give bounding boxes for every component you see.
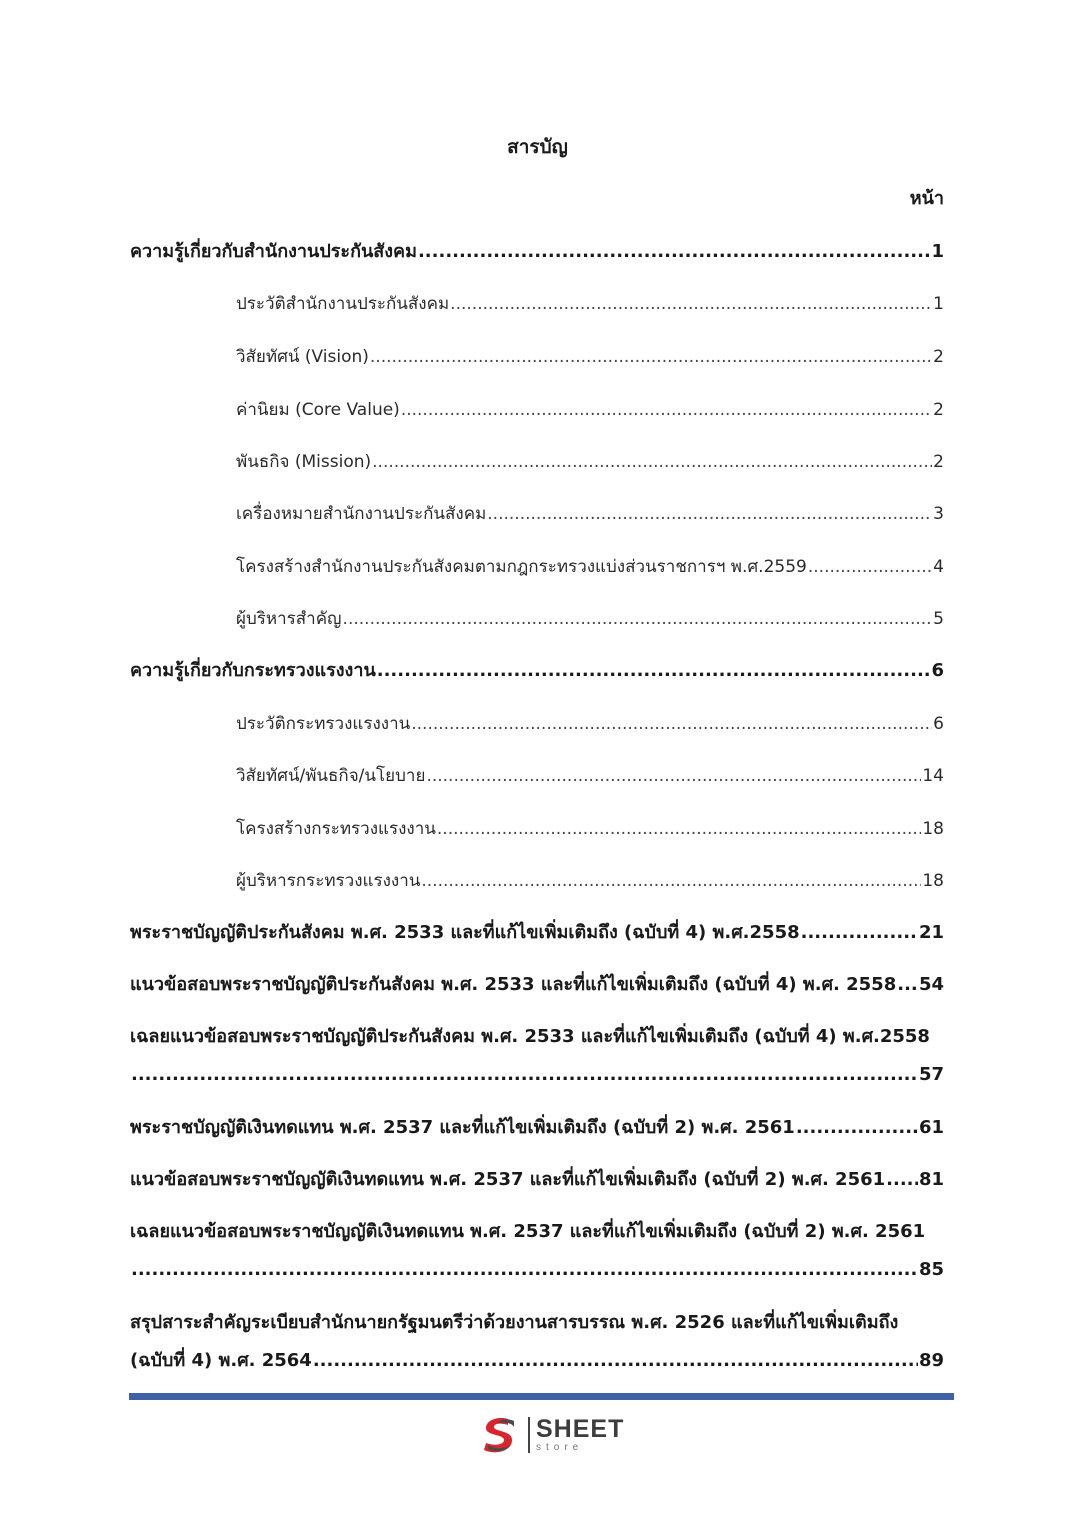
dot-leader (808, 554, 932, 580)
toc-entry-label[interactable]: สรุปสาระสำคัญระเบียบสำนักนายกรัฐมนตรีว่าด้วยงานสารบรรณ พ.ศ. 2526 และที่แก้ไขเพิ่มเติมถึง (130, 1312, 899, 1333)
dot-leader (801, 920, 918, 946)
toc-entry-label: ประวัติสำนักงานประกันสังคม (236, 294, 450, 314)
toc-entry[interactable] (130, 658, 944, 684)
toc-entry-page: 18 (922, 819, 944, 839)
dot-leader (437, 816, 921, 842)
toc-entry-label: ผู้บริหารกระทรวงแรงงาน (236, 871, 421, 891)
logo-wordmark (528, 1417, 624, 1453)
dot-leader (487, 501, 932, 527)
toc-entry-label: โครงสร้างกระทรวงแรงงาน (236, 819, 436, 839)
toc-entry[interactable] (236, 606, 944, 632)
toc-entry-page: 18 (922, 871, 944, 891)
toc-entry-label: ประวัติกระทรวงแรงงาน (236, 714, 411, 734)
toc-entry-leader-row[interactable] (130, 1062, 944, 1088)
dot-leader (886, 1167, 918, 1193)
dot-leader (411, 711, 932, 737)
footer-divider (129, 1393, 954, 1400)
toc-entry-page: 89 (918, 1350, 944, 1371)
toc-entry-page: 3 (933, 504, 944, 524)
toc-entry-page: 4 (933, 557, 944, 577)
dot-leader (421, 868, 921, 894)
dot-leader (377, 658, 931, 684)
toc-entry-label[interactable]: เฉลยแนวข้อสอบพระราชบัญญัติเงินทดแทน พ.ศ. 2537 และที่แก้ไขเพิ่มเติมถึง (ฉบับที่ 2) พ.ศ. 2561 (130, 1221, 926, 1242)
toc-entry-page: 6 (931, 660, 944, 681)
dot-leader (131, 1062, 918, 1088)
toc-entry[interactable] (236, 554, 944, 580)
sheet-s-logo-icon (478, 1413, 522, 1457)
page-column-header: หน้า (909, 188, 944, 209)
toc-entry-page: 21 (918, 922, 944, 943)
toc-entry-label: แนวข้อสอบพระราชบัญญัติประกันสังคม พ.ศ. 2533 และที่แก้ไขเพิ่มเติมถึง (ฉบับที่ 4) พ.ศ. 2558 (130, 974, 897, 995)
toc-entry[interactable] (236, 868, 944, 894)
toc-entry[interactable] (236, 449, 944, 475)
dot-leader (131, 1257, 918, 1283)
dot-leader (418, 239, 931, 265)
toc-entry-page: 6 (933, 714, 944, 734)
toc-entry[interactable] (236, 816, 944, 842)
logo-main-text: SHEET (536, 1415, 625, 1443)
toc-entry-page: 2 (933, 452, 944, 472)
toc-entry-label: พระราชบัญญัติประกันสังคม พ.ศ. 2533 และที่แก้ไขเพิ่มเติมถึง (ฉบับที่ 4) พ.ศ.2558 (130, 922, 800, 943)
toc-entry[interactable] (130, 1348, 944, 1374)
toc-entry[interactable] (130, 1167, 944, 1193)
toc-entry-label: พันธกิจ (Mission) (236, 452, 372, 472)
toc-entry-page: 2 (933, 347, 944, 367)
toc-entry-page: 14 (922, 766, 944, 786)
dot-leader (372, 449, 932, 475)
toc-entry-label-cont: (ฉบับที่ 4) พ.ศ. 2564 (130, 1350, 312, 1371)
toc-entry[interactable] (236, 763, 944, 789)
toc-entry-page: 1 (933, 294, 944, 314)
dot-leader (796, 1115, 918, 1141)
toc-entry[interactable] (130, 1115, 944, 1141)
toc-entry[interactable] (236, 344, 944, 370)
toc-entry-label: วิสัยทัศน์/พันธกิจ/นโยบาย (236, 766, 426, 786)
sheet-store-logo (478, 1412, 628, 1458)
dot-leader (343, 606, 933, 632)
logo-sub-text: store (536, 1442, 584, 1453)
toc-entry-page: 81 (918, 1169, 944, 1190)
toc-entry-page: 5 (933, 609, 944, 629)
dot-leader (370, 344, 932, 370)
toc-entry-page: 61 (918, 1117, 944, 1138)
toc-entry-label[interactable]: เฉลยแนวข้อสอบพระราชบัญญัติประกันสังคม พ.ศ. 2533 และที่แก้ไขเพิ่มเติมถึง (ฉบับที่ 4) พ.ศ.2558 (130, 1026, 930, 1047)
toc-entry-label: แนวข้อสอบพระราชบัญญัติเงินทดแทน พ.ศ. 2537 และที่แก้ไขเพิ่มเติมถึง (ฉบับที่ 2) พ.ศ. 2561 (130, 1169, 886, 1190)
toc-entry-label: เครื่องหมายสำนักงานประกันสังคม (236, 504, 487, 524)
toc-entry[interactable] (236, 501, 944, 527)
toc-entry[interactable] (236, 291, 944, 317)
toc-entry-leader-row[interactable] (130, 1257, 944, 1283)
toc-entry-label: ค่านิยม (Core Value) (236, 400, 400, 420)
toc-entry-page: 54 (918, 974, 944, 995)
toc-entry-label: โครงสร้างสำนักงานประกันสังคมตามกฎกระทรวงแบ่งส่วนราชการฯ พ.ศ.2559 (236, 557, 807, 577)
dot-leader (897, 972, 918, 998)
toc-entry[interactable] (130, 239, 944, 265)
dot-leader (426, 763, 921, 789)
toc-entry-page: 85 (918, 1259, 944, 1280)
dot-leader (401, 397, 932, 423)
toc-title: สารบัญ (507, 136, 568, 158)
dot-leader (313, 1348, 918, 1374)
toc-entry-label: ความรู้เกี่ยวกับกระทรวงแรงงาน (130, 660, 376, 681)
toc-entry-label: พระราชบัญญัติเงินทดแทน พ.ศ. 2537 และที่แก้ไขเพิ่มเติมถึง (ฉบับที่ 2) พ.ศ. 2561 (130, 1117, 795, 1138)
toc-entry[interactable] (130, 972, 944, 998)
toc-entry[interactable] (236, 397, 944, 423)
toc-entry-page: 2 (933, 400, 944, 420)
toc-entry-label: วิสัยทัศน์ (Vision) (236, 347, 369, 367)
toc-entry-label: ความรู้เกี่ยวกับสำนักงานประกันสังคม (130, 241, 417, 262)
toc-entry[interactable] (236, 711, 944, 737)
toc-entry-page: 57 (918, 1064, 944, 1085)
toc-entry-page: 1 (931, 241, 944, 262)
toc-entry-label: ผู้บริหารสำคัญ (236, 609, 342, 629)
toc-entry[interactable] (130, 920, 944, 946)
dot-leader (450, 291, 932, 317)
